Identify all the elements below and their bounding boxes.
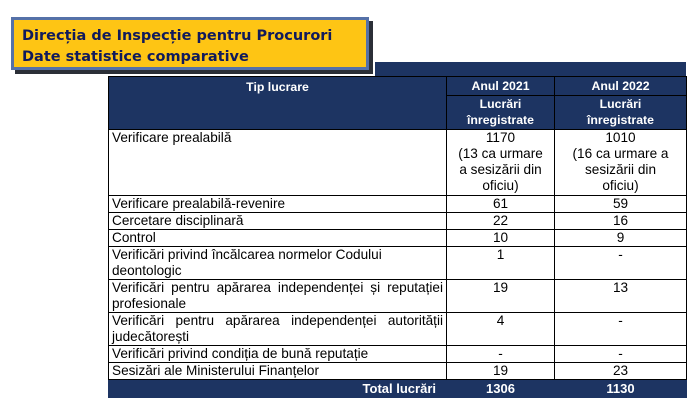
value-2022: 16 [555, 213, 687, 230]
title-line-1: Direcția de Inspecție pentru Procurori [22, 28, 333, 44]
title-line-2: Date statistice comparative [22, 49, 249, 65]
subheader-2021: Lucrări înregistrate [447, 96, 555, 130]
total-2022: 1130 [555, 380, 687, 398]
table-row [109, 130, 687, 196]
statistics-table [108, 76, 687, 398]
value-2021: - [447, 346, 555, 363]
row-label: Cercetare disciplinară [109, 213, 447, 230]
value-2021: 4 [447, 313, 555, 346]
header-top-bar [375, 62, 686, 76]
column-header-2022: Anul 2022 [555, 77, 687, 96]
row-label: Verificări pentru apărarea independenței autorității judecătorești [109, 313, 447, 346]
table-row [109, 196, 687, 213]
row-label: Verificări privind condiția de bună reputație [109, 346, 447, 363]
table-row [109, 230, 687, 247]
value-2022: 23 [555, 363, 687, 380]
total-2021: 1306 [447, 380, 555, 398]
title-box [11, 17, 369, 70]
row-label: Control [109, 230, 447, 247]
total-label: Total lucrări [109, 380, 447, 398]
value-2022: - [555, 313, 687, 346]
value-2022: 1010 (16 ca urmare a sesizării din oficiu) [555, 130, 687, 196]
value-2022: 13 [555, 280, 687, 313]
table-row [109, 247, 687, 280]
value-2022: 9 [555, 230, 687, 247]
row-label: Verificări privind încălcarea normelor Codului deontologic [109, 247, 447, 280]
column-header-2021: Anul 2021 [447, 77, 555, 96]
value-2021: 19 [447, 280, 555, 313]
value-2022: - [555, 346, 687, 363]
total-row [109, 380, 687, 398]
value-2021: 19 [447, 363, 555, 380]
value-2022: 59 [555, 196, 687, 213]
table-header-row [109, 77, 687, 96]
row-label: Verificare prealabilă-revenire [109, 196, 447, 213]
table-row [109, 280, 687, 313]
subheader-2022: Lucrări înregistrate [555, 96, 687, 130]
value-2021: 61 [447, 196, 555, 213]
value-2021: 22 [447, 213, 555, 230]
column-header-type: Tip lucrare [109, 77, 447, 130]
row-label: Verificare prealabilă [109, 130, 447, 196]
value-2021: 1 [447, 247, 555, 280]
row-label: Verificări pentru apărarea independenței și reputației profesionale [109, 280, 447, 313]
table-row [109, 213, 687, 230]
table-row [109, 363, 687, 380]
value-2022: - [555, 247, 687, 280]
row-label: Sesizări ale Ministerului Finanțelor [109, 363, 447, 380]
value-2021: 10 [447, 230, 555, 247]
value-2021: 1170 (13 ca urmare a sesizării din oficiu) [447, 130, 555, 196]
table-row [109, 313, 687, 346]
table-row [109, 346, 687, 363]
